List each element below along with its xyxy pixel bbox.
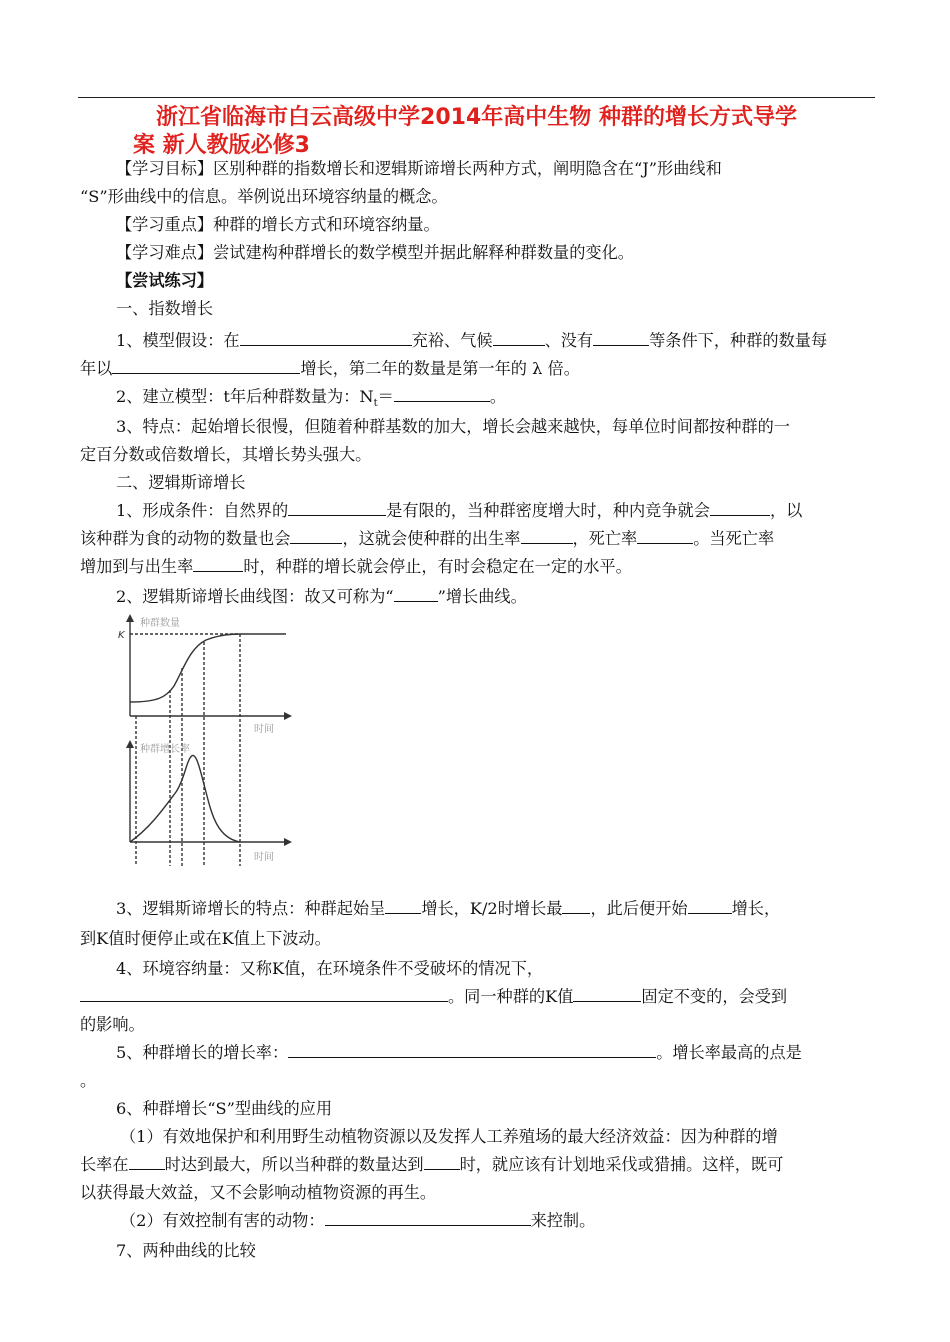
objective-line1: 【学习目标】区别种群的指数增长和逻辑斯谛增长两种方式，阐明隐含在“J”形曲线和 <box>116 159 722 178</box>
s1-q1-line2 <box>80 358 875 380</box>
s2-q1-text-h: 增加到与出生率 <box>80 557 194 576</box>
s2-q3-text-c: ，此后便开始 <box>590 899 688 918</box>
header-rule <box>78 97 875 98</box>
s2-q4-text-b: 。同一种群的K值 <box>448 987 574 1006</box>
s2-q1-text-b: 是有限的，当种群密度增大时，种内竞争就会 <box>386 501 710 520</box>
s1-q2 <box>116 386 911 415</box>
s2-q6-1-text-d: 时，就应该有计划地采伐或猎捕。这样，既可 <box>459 1155 784 1174</box>
s2-q6-2-text-b: 来控制。 <box>530 1211 596 1230</box>
objective-line2: “S”形曲线中的信息。举例说出环境容纳量的概念。 <box>80 187 448 206</box>
blank[interactable] <box>562 899 590 914</box>
s2-q1-text-f: ，死亡率 <box>572 529 638 548</box>
s2-q3-text-d: 增长， <box>731 899 781 918</box>
s1-q3-line1: 3、特点：起始增长很慢，但随着种群基数的加大，增长会越来越快，每单位时间都按种群的一 <box>116 417 790 436</box>
s1-q3-line2: 定百分数或倍数增长，其增长势头强大。 <box>80 445 372 464</box>
s2-q3-text-a: 3、逻辑斯谛增长的特点：种群起始呈 <box>116 899 386 918</box>
blank[interactable] <box>288 501 386 516</box>
s2-q7: 7、两种曲线的比较 <box>116 1241 256 1260</box>
s2-q1-line3 <box>80 556 875 578</box>
blank[interactable] <box>493 331 545 346</box>
blank[interactable] <box>394 587 438 602</box>
blank[interactable] <box>521 529 573 544</box>
s2-q6-1-line2 <box>80 1154 875 1176</box>
s2-q1-text-e: ，这就会使种群的出生率 <box>342 529 521 548</box>
blank[interactable] <box>288 1043 656 1058</box>
blank[interactable] <box>637 529 693 544</box>
s2-q3-text-b: 增长，K/2时增长最 <box>421 899 563 918</box>
s2-q6-1-line1: （1）有效地保护和利用野生动植物资源以及发挥人工养殖场的最大经济效益：因为种群的增 <box>120 1127 778 1146</box>
growth-rate-curve <box>130 756 240 842</box>
s2-q1-line2 <box>80 528 875 550</box>
blank[interactable] <box>112 359 300 374</box>
s1-q2-text-a: 2、建立模型：t年后种群数量为：N <box>116 387 374 406</box>
s2-q1-text-c: ，以 <box>769 501 803 520</box>
s2-q5-end: 。 <box>80 1071 97 1090</box>
section2-heading: 二、逻辑斯谛增长 <box>116 473 246 492</box>
blank[interactable] <box>710 501 770 516</box>
blank[interactable] <box>193 557 243 572</box>
blank[interactable] <box>385 899 421 914</box>
blank[interactable] <box>424 1155 460 1170</box>
s2-q1-text-a: 1、形成条件：自然界的 <box>116 501 289 520</box>
blank[interactable] <box>80 987 448 1002</box>
s2-q2-text-b: ”增长曲线。 <box>437 587 527 606</box>
top-k-label: K <box>118 630 125 641</box>
s2-q4-text-c: 固定不变的，会受到 <box>641 987 788 1006</box>
s1-q1-text-b: 充裕、气候 <box>411 331 493 350</box>
practice-heading: 【尝试练习】 <box>116 271 214 290</box>
s2-q1-text-g: 。当死亡率 <box>693 529 775 548</box>
s-curve <box>130 634 286 702</box>
bottom-y-label: 种群增长率 <box>140 744 190 755</box>
s2-q5 <box>116 1042 911 1064</box>
blank[interactable] <box>394 387 490 402</box>
s1-q2-text-b: ＝ <box>377 387 394 406</box>
s2-q6-2-text-a: （2）有效控制有害的动物： <box>120 1211 325 1230</box>
s2-q1-text-d: 该种群为食的动物的数量也会 <box>80 529 291 548</box>
document-title-line1: 浙江省临海市白云高级中学2014年高中生物 种群的增长方式导学 <box>156 105 797 130</box>
s2-q5-text-a: 5、种群增长的增长率： <box>116 1043 289 1062</box>
top-x-label: 时间 <box>254 724 274 735</box>
s2-q6-1-text-b: 长率在 <box>80 1155 129 1174</box>
s1-q2-text-c: 。 <box>489 387 506 406</box>
s2-q6-1-line3: 以获得最大效益，又不会影响动植物资源的再生。 <box>80 1183 437 1202</box>
top-y-label: 种群数量 <box>140 618 180 629</box>
subscript-t: t <box>373 398 378 410</box>
s2-q6-2 <box>120 1210 915 1232</box>
s2-q4-line2 <box>80 986 875 1008</box>
blank[interactable] <box>593 331 649 346</box>
s2-q4-line1: 4、环境容纳量：又称K值，在环境条件不受破坏的情况下， <box>116 959 544 978</box>
s2-q6-1-text-c: 时达到最大，所以当种群的数量达到 <box>164 1155 424 1174</box>
blank[interactable] <box>240 331 412 346</box>
s2-q1-text-i: 时，种群的增长就会停止，有时会稳定在一定的水平。 <box>243 557 632 576</box>
s2-q3-line1 <box>116 898 911 920</box>
blank[interactable] <box>325 1211 531 1226</box>
bottom-x-label: 时间 <box>254 852 274 863</box>
key-point: 【学习重点】种群的增长方式和环境容纳量。 <box>116 215 440 234</box>
document-title-line2: 案 新人教版必修3 <box>133 133 310 158</box>
s2-q6: 6、种群增长“S”型曲线的应用 <box>116 1099 333 1118</box>
s1-q1-text-e: 年以 <box>80 359 113 378</box>
s1-q1-line1 <box>116 330 911 352</box>
s1-q1-text-a: 1、模型假设：在 <box>116 331 240 350</box>
s2-q5-text-b: 。增长率最高的点是 <box>656 1043 802 1062</box>
s1-q1-text-d: 等条件下，种群的数量每 <box>649 331 828 350</box>
section1-heading: 一、指数增长 <box>116 299 214 318</box>
blank[interactable] <box>290 529 342 544</box>
s2-q4-line3: 的影响。 <box>80 1015 145 1034</box>
difficulty: 【学习难点】尝试建构种群增长的数学模型并据此解释种群数量的变化。 <box>116 243 634 262</box>
s1-q1-text-c: 、没有 <box>544 331 594 350</box>
s1-q1-text-f: 增长，第二年的数量是第一年的 λ 倍。 <box>300 359 580 378</box>
s2-q1-line1 <box>116 500 911 522</box>
s2-q2-text-a: 2、逻辑斯谛增长曲线图：故又可称为“ <box>116 587 394 606</box>
blank[interactable] <box>129 1155 165 1170</box>
s2-q2 <box>116 586 911 608</box>
blank[interactable] <box>688 899 732 914</box>
s2-q3-line2: 到K值时便停止或在K值上下波动。 <box>80 929 331 948</box>
blank[interactable] <box>573 987 641 1002</box>
logistic-growth-graph <box>116 612 306 866</box>
